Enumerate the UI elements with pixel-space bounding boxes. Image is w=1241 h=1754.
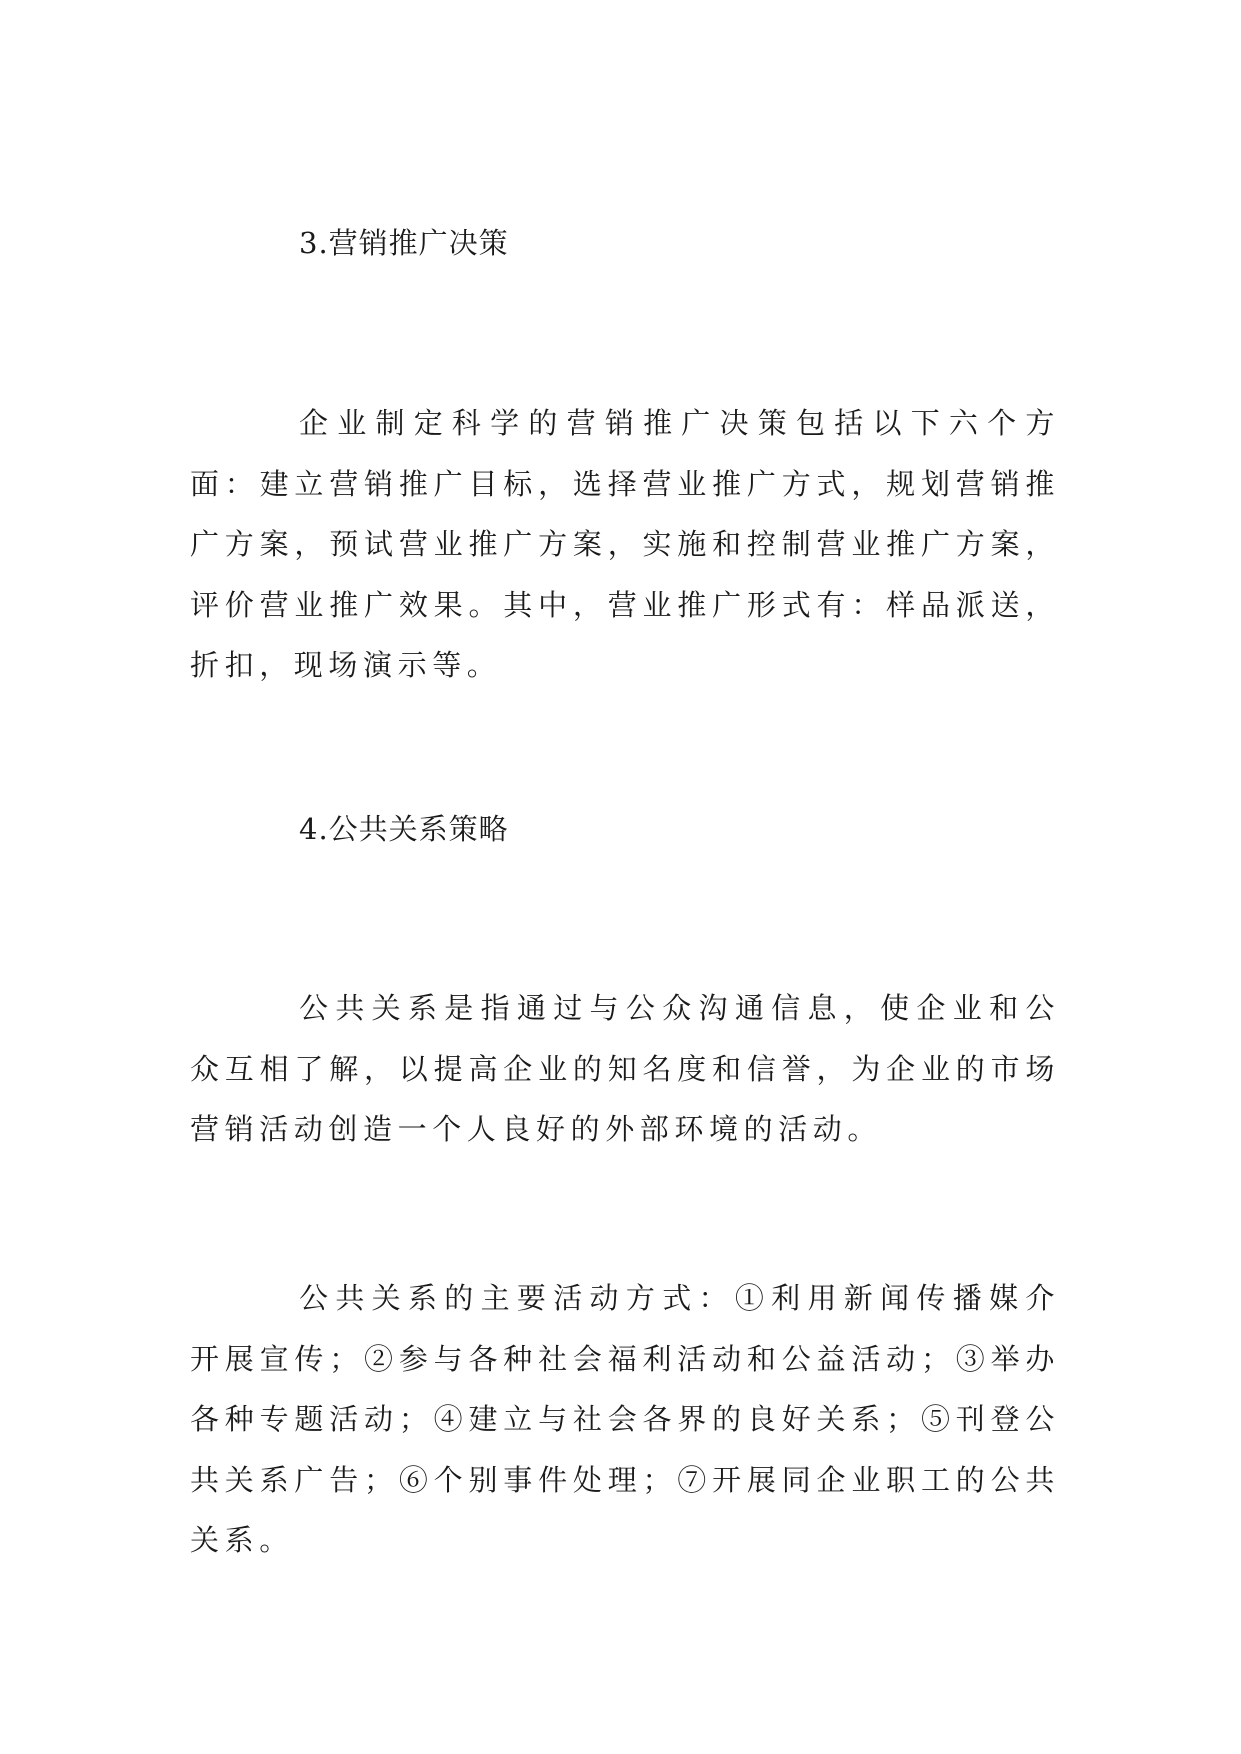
paragraph-public-relations-definition: 公共关系是指通过与公众沟通信息，使企业和公众互相了解，以提高企业的知名度和信誉，为企业的市场营销活动创造一个人良好的外部环境的活动。	[190, 991, 1060, 1146]
section-heading-promotion-decision: 3.营销推广决策	[299, 226, 509, 260]
section-heading-public-relations: 4.公共关系策略	[299, 812, 509, 846]
paragraph-promotion-decision: 企业制定科学的营销推广决策包括以下六个方面：建立营销推广目标，选择营业推广方式，规划营销推广方案，预试营业推广方案，实施和控制营业推广方案，评价营业推广效果。其中，营业推广形式有：样品派送，折扣，现场演示等。	[190, 406, 1060, 682]
paragraph-public-relations-activities: 公共关系的主要活动方式：①利用新闻传播媒介开展宣传；②参与各种社会福利活动和公益活动；③举办各种专题活动；④建立与社会各界的良好关系；⑤刊登公共关系广告；⑥个别事件处理；⑦开展同企业职工的公共关系。	[190, 1281, 1060, 1557]
